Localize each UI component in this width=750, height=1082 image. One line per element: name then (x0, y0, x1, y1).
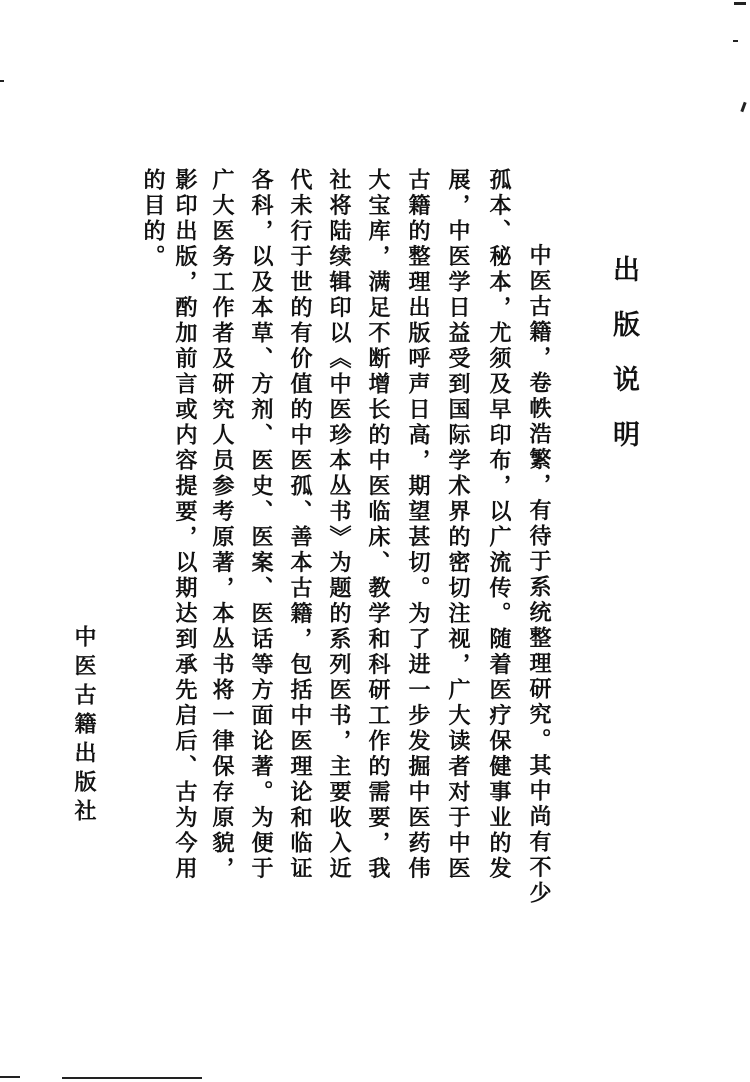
scan-mark (0, 80, 4, 82)
body-column-2: 孤本、秘本，尤须及早印布，以广流传。随着医疗保健事业的发 (486, 168, 512, 882)
scan-mark (740, 102, 746, 112)
body-column-5: 大宝库，满足不断增长的中医临床、教学和科研工作的需要，我 (365, 168, 391, 882)
body-column-4: 古籍的整理出版呼声日高，期望甚切。为了进一步发掘中医药伟 (405, 168, 431, 882)
body-column-7: 代未行于世的有价值的中医孤、善本古籍，包括中医理论和临证 (287, 168, 313, 882)
body-column-3: 展，中医学日益受到国际学术界的密切注视，广大读者对于中医 (445, 168, 471, 882)
body-column-10: 影印出版，酌加前言或内容提要，以期达到承先启后、古为今用 (172, 168, 198, 882)
body-column-9: 广大医务工作者及研究人员参考原著，本丛书将一律保存原貌， (209, 168, 235, 882)
body-column-1: 中医古籍，卷帙浩繁，有待于系统整理研究。其中尚有不少 (526, 218, 552, 907)
scan-mark (734, 2, 746, 5)
publisher-name: 中医古籍出版社 (71, 625, 97, 828)
scan-mark (733, 40, 738, 42)
body-column-6: 社将陆续辑印以《中医珍本丛书》为题的系列医书，主要收入近 (326, 168, 352, 882)
body-column-8: 各科，以及本草、方剂、医史、医案、医话等方面论著。为便于 (248, 168, 274, 882)
scan-edge-line (0, 1076, 20, 1078)
scan-edge-line (62, 1077, 202, 1079)
body-column-11: 的目的。 (140, 168, 166, 270)
page-title: 出版说明 (608, 255, 639, 475)
